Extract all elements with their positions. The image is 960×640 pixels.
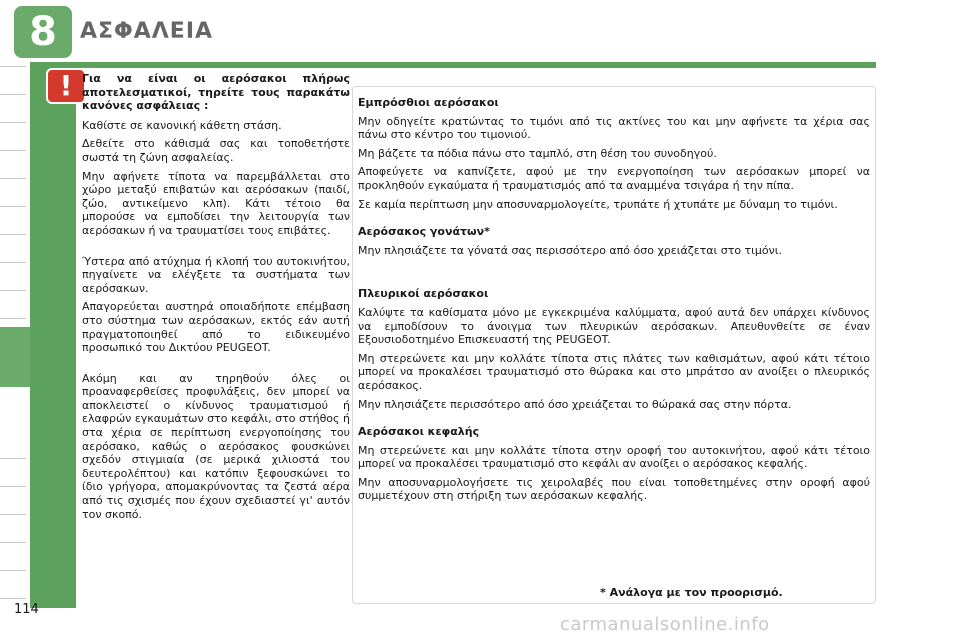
page-frame-left	[30, 62, 76, 608]
tab-divider	[0, 514, 26, 515]
spacer	[82, 360, 350, 372]
exclamation-mark: !	[59, 69, 73, 102]
paragraph: Μην αποσυναρμολογήσετε τις χειρολαβές που είναι τοποθετημένες στην οροφή αφού συμμετέχουν στη στήριξη των αερόσακων κεφαλής.	[358, 475, 870, 503]
tab-divider	[0, 178, 26, 179]
paragraph: Σε καμία περίπτωση μην αποσυναρμολογείτε, τρυπάτε ή χτυπάτε με δύναμη το τιμόνι.	[358, 197, 838, 211]
page-number: 114	[14, 602, 39, 617]
paragraph: Μη στερεώνετε και μην κολλάτε τίποτα στην οροφή του αυτοκινήτου, αφού κάτι τέτοιο μπορεί να προκαλέσει τραυματισμό στο κεφάλι αν ανοίξει ο αερόσακος κεφαλής.	[358, 443, 870, 471]
section-front-airbags	[358, 96, 870, 211]
tab-divider	[0, 486, 26, 487]
section-heading: Αερόσακοι κεφαλής	[358, 425, 480, 439]
tab-divider	[0, 262, 26, 263]
tab-divider	[0, 94, 26, 95]
section-heading: Εμπρόσθιοι αερόσακοι	[358, 96, 499, 109]
paragraph: Μην πλησιάζετε τα γόνατά σας περισσότερο από όσο χρειάζεται στο τιμόνι.	[358, 243, 782, 257]
tab-divider	[0, 122, 26, 123]
tab-divider	[0, 458, 26, 459]
paragraph: Καθίστε σε κανονική κάθετη στάση.	[82, 118, 282, 132]
chapter-number: 8	[29, 9, 57, 55]
paragraph: Ακόμη και αν τηρηθούν όλες οι προαναφερθείσες προφυλάξεις, δεν μπορεί να αποκλειστεί ο κίνδυνος τραυματισμού ή ελαφρών εγκαυμάτων στο κεφάλι, στο στήθος ή στα χέρια σε περίπτωση ενεργοποίησης του αερόσακο, καθώς ο αερόσακος φουσκώνει σχεδόν στιγμιαία (σε μερικά χιλιοστά του δευτερολέπτου) και κατόπιν ξεφουσκώνει το ίδιο γρήγορα, απομακρύνοντας τα ζεστά αέρα από τις σχισμές που έχουν σχεδιαστεί γι' αυτόν τον σκοπό.	[82, 371, 350, 521]
paragraph: Μην αφήνετε τίποτα να παρεμβάλλεται στο χώρο μεταξύ επιβατών και αερόσακων (παιδί, ζώο, αντικείμενο κλπ). Κάτι τέτοιο θα μπορούσε να εμποδίσει την λειτουργία των αερόσακων ή να τραυματίσει τους επιβάτες.	[82, 169, 350, 237]
tab-divider	[0, 290, 26, 291]
tab-divider	[0, 542, 26, 543]
tab-divider	[0, 598, 26, 599]
chapter-tab	[14, 6, 72, 58]
paragraph: Μην οδηγείτε κρατώντας το τιμόνι από τις ακτίνες του και μην αφήνετε τα χέρια σας πάνω στο κέντρο του τιμονιού.	[358, 114, 870, 142]
tab-divider	[0, 206, 26, 207]
left-column	[82, 72, 350, 526]
section-curtain-airbags	[358, 425, 870, 503]
tab-divider	[0, 318, 26, 319]
paragraph: Αποφεύγετε να καπνίζετε, αφού με την ενεργοποίηση των αερόσακων μπορεί να προκληθούν εγκαύματα ή τραυματισμός από τα αναμμένα τσιγάρα ή την πίπα.	[358, 165, 870, 192]
paragraph: Μη βάζετε τα πόδια πάνω στο ταμπλό, στη θέση του συνοδηγού.	[358, 146, 717, 160]
paragraph: Μην πλησιάζετε περισσότερο από όσο χρειάζεται το θώρακά σας στην πόρτα.	[358, 397, 792, 411]
right-column	[358, 96, 870, 517]
spacer	[82, 243, 350, 255]
paragraph: Δεθείτε στο κάθισμά σας και τοποθετήστε σωστά τη ζώνη ασφαλείας.	[82, 137, 350, 164]
paragraph: Ύστερα από ατύχημα ή κλοπή του αυτοκινήτου, πηγαίνετε να ελέγξετε τα συστήματα των αερόσακων.	[82, 254, 350, 295]
paragraph: Απαγορεύεται αυστηρά οποιαδήποτε επέμβαση στο σύστημα των αερόσακων, εκτός εάν αυτή πραγματοποιηθεί από το ειδικευμένο προσωπικό του Δικτύου PEUGEOT.	[82, 300, 350, 355]
paragraph: Μη στερεώνετε και μην κολλάτε τίποτα στις πλάτες των καθισμάτων, αφού κάτι τέτοιο μπορεί να προκαλέσει τραυματισμό στο θώρακα και στο μπράτσο αν ανοίξει ο πλευρικός αερόσακος.	[358, 351, 870, 392]
intro-text: Για να είναι οι αερόσακοι πλήρως αποτελεσματικοί, τηρείτε τους παρακάτω κανόνες ασφάλειας :	[82, 72, 350, 113]
header-bar	[80, 10, 380, 52]
section-heading: Αερόσακος γονάτων*	[358, 225, 490, 239]
warning-icon	[46, 68, 86, 104]
section-knee-airbag	[358, 225, 870, 257]
tab-divider	[0, 150, 26, 151]
tab-divider	[0, 234, 26, 235]
page-title: ΑΣΦΑΛΕΙΑ	[80, 18, 214, 44]
footnote: * Ανάλογα με τον προορισμό.	[600, 586, 783, 599]
watermark: carmanualsonline.info	[560, 614, 770, 635]
tab-divider	[0, 570, 26, 571]
tab-divider	[0, 66, 26, 67]
paragraph: Καλύψτε τα καθίσματα μόνο με εγκεκριμένα καλύμματα, αφού αυτά δεν υπάρχει κίνδυνος να εμποδίσουν το άνοιγμα των πλευρικών αερόσακων. Απευθυνθείτε σε έναν Εξουσιοδοτημένο Επισκευαστή της PEUGEOT.	[358, 305, 870, 347]
section-side-airbags	[358, 287, 870, 411]
section-heading: Πλευρικοί αερόσακοι	[358, 287, 489, 301]
